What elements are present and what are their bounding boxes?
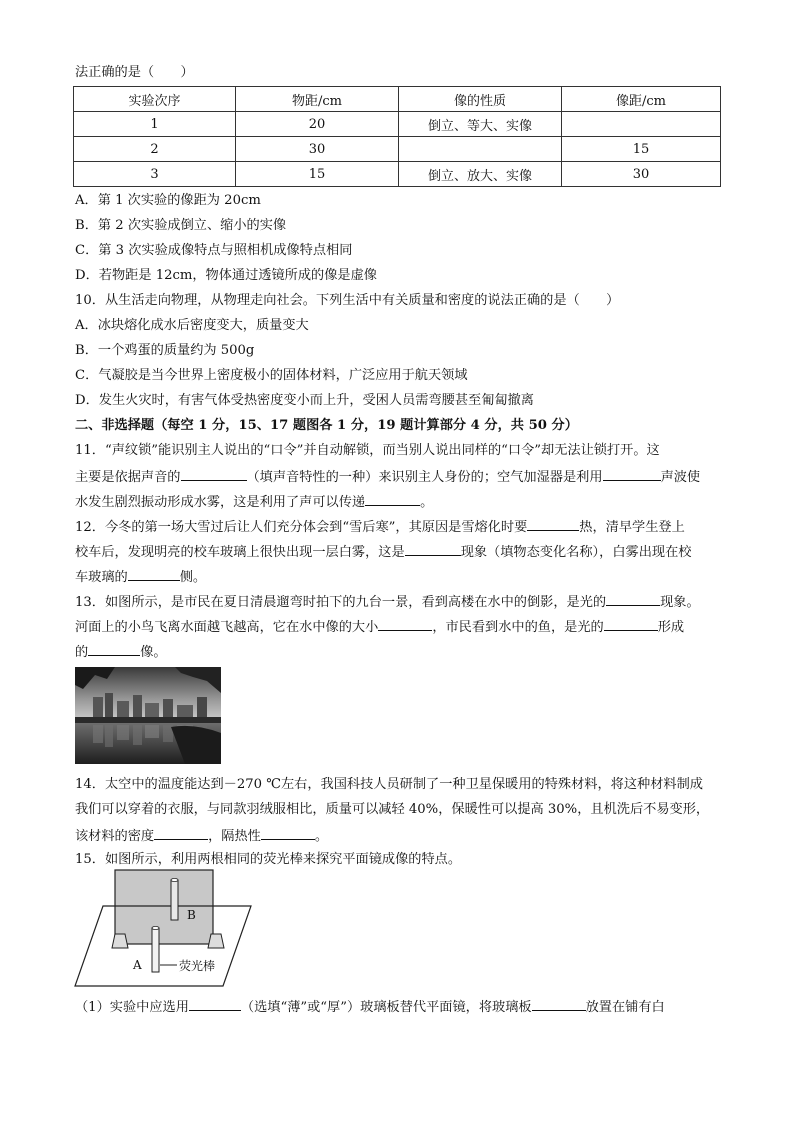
answer-blank[interactable]: [603, 467, 661, 481]
table-cell: 1: [74, 112, 236, 137]
table-header-cell: 像距/cm: [562, 87, 721, 112]
q12-text: 现象（填物态变化名称），白雾出现在校: [460, 545, 692, 560]
q14-line-1: 14．太空中的温度能达到－270 ℃左右，我国科技人员研制了一种卫星保暖用的特殊材料，将这种材料制成: [75, 777, 703, 792]
q13-text: 现象。: [660, 595, 700, 610]
table-cell: 20: [236, 112, 399, 137]
q12-text: 校车后，发现明亮的校车玻璃上很快出现一层白雾，这是: [75, 545, 405, 560]
city-river-photo: [75, 667, 221, 764]
answer-blank[interactable]: [181, 467, 247, 481]
table-row: [74, 137, 721, 162]
answer-blank[interactable]: [378, 617, 432, 631]
q9-option-b: B．第 2 次实验成倒立、缩小的实像: [75, 218, 287, 233]
table-cell: 3: [74, 162, 236, 187]
table-row: [74, 162, 721, 187]
table-cell: 倒立、放大、实像: [399, 162, 562, 187]
q14-line-3: [75, 826, 328, 846]
q13-text: 的: [75, 645, 89, 660]
q12-text: 热，清早学生登上: [579, 520, 685, 535]
q12-text: 12．今冬的第一场大雪过后让人们充分体会到“雪后寒”，其原因是雪熔化时要: [75, 520, 528, 535]
answer-blank[interactable]: [527, 517, 579, 531]
q11-line-1: 11．“声纹锁”能识别主人说出的“口令”并自动解锁，而当别人说出同样的“口令”却无法让锁打开。这: [75, 443, 660, 458]
q14-text: 该材料的密度: [75, 829, 155, 844]
answer-blank[interactable]: [261, 826, 315, 840]
q13-text: 13．如图所示，是市民在夏日清晨遛弯时拍下的九台一景，看到高楼在水中的倒影，是光的: [75, 595, 607, 610]
q13-text: 形成: [657, 620, 685, 635]
table-cell: [562, 112, 721, 137]
q14-text: ，隔热性: [208, 829, 261, 844]
q13-line-1: [75, 592, 700, 612]
q12-line-1: [75, 517, 685, 537]
q10-stem: 10．从生活走向物理，从物理走向社会。下列生活中有关质量和密度的说法正确的是（ ）: [75, 293, 620, 308]
q11-line-2: [75, 467, 700, 487]
q9-option-d: D．若物距是 12cm，物体通过透镜所成的像是虚像: [75, 268, 377, 283]
table-cell: 30: [236, 137, 399, 162]
q13-text: 河面上的小鸟飞离水面越飞越高，它在水中像的大小: [75, 620, 379, 635]
q12-line-3: [75, 567, 206, 587]
q11-line-3: [75, 492, 433, 512]
table-header-cell: 像的性质: [399, 87, 562, 112]
table-header-row: [74, 87, 721, 112]
q11-text: （填声音特性的一种）来识别主人身份的；空气加湿器是利用: [246, 470, 603, 485]
answer-blank[interactable]: [128, 567, 180, 581]
answer-blank[interactable]: [154, 826, 208, 840]
q11-text: 主要是依据声音的: [75, 470, 181, 485]
q14-line-2: 我们可以穿着的衣服，与同款羽绒服相比，质量可以减轻 40%，保暖性可以提高 30%，且机洗后不易变形，: [75, 802, 710, 817]
q9-stem-tail: 法正确的是（ ）: [75, 65, 194, 80]
table-cell: 15: [236, 162, 399, 187]
q12-text: 侧。: [179, 570, 207, 585]
q13-text: 像。: [140, 645, 167, 660]
answer-blank[interactable]: [532, 997, 586, 1011]
answer-blank[interactable]: [365, 492, 420, 506]
label-fluorescent-rod: 荧光棒: [179, 959, 216, 973]
plane-mirror-figure: [73, 868, 283, 988]
q9-option-c: C．第 3 次实验成像特点与照相机成像特点相同: [75, 243, 353, 258]
q10-option-c: C．气凝胶是当今世界上密度极小的固体材料，广泛应用于航天领域: [75, 368, 468, 383]
q15-text: （1）实验中应选用: [75, 1000, 189, 1015]
q15-sub1: [75, 997, 665, 1017]
q15-stem: 15．如图所示，利用两根相同的荧光棒来探究平面镜成像的特点。: [75, 852, 462, 867]
table-cell: 30: [562, 162, 721, 187]
answer-blank[interactable]: [88, 642, 140, 656]
q13-text: ，市民看到水中的鱼，是光的: [432, 620, 604, 635]
label-a: A: [133, 958, 142, 972]
section-2-title: 二、非选择题（每空 1 分，15、17 题图各 1 分，19 题计算部分 4 分，共 50 分）: [75, 418, 578, 433]
table-cell: 2: [74, 137, 236, 162]
q9-option-a: A．第 1 次实验的像距为 20cm: [75, 193, 261, 208]
table-row: [74, 112, 721, 137]
answer-blank[interactable]: [604, 617, 658, 631]
answer-blank[interactable]: [405, 542, 461, 556]
table-header-cell: 实验次序: [74, 87, 236, 112]
q11-text: 水发生剧烈振动形成水雾，这是利用了声可以传递: [75, 495, 366, 510]
q12-text: 车玻璃的: [75, 570, 128, 585]
q13-line-3: [75, 642, 167, 662]
q10-option-d: D．发生火灾时，有害气体受热密度变小而上升，受困人员需弯腰甚至匍匐撤离: [75, 393, 534, 408]
table-cell: 15: [562, 137, 721, 162]
q15-text: （选填“薄”或“厚”）玻璃板替代平面镜，将玻璃板: [240, 1000, 532, 1015]
q10-option-a: A．冰块熔化成水后密度变大，质量变大: [75, 318, 309, 333]
q15-text: 放置在铺有白: [585, 1000, 665, 1015]
answer-blank[interactable]: [189, 997, 241, 1011]
table-header-cell: 物距/cm: [236, 87, 399, 112]
q11-text: 。: [420, 495, 434, 510]
q10-option-b: B．一个鸡蛋的质量约为 500g: [75, 343, 255, 358]
table-cell: 倒立、等大、实像: [399, 112, 562, 137]
answer-blank[interactable]: [606, 592, 660, 606]
q12-line-2: [75, 542, 691, 562]
q11-text: 声波使: [660, 470, 701, 485]
label-b: B: [187, 908, 196, 922]
q14-text: 。: [314, 829, 329, 844]
q13-line-2: [75, 617, 684, 637]
table-cell: [399, 137, 562, 162]
experiment-table: [73, 86, 721, 187]
